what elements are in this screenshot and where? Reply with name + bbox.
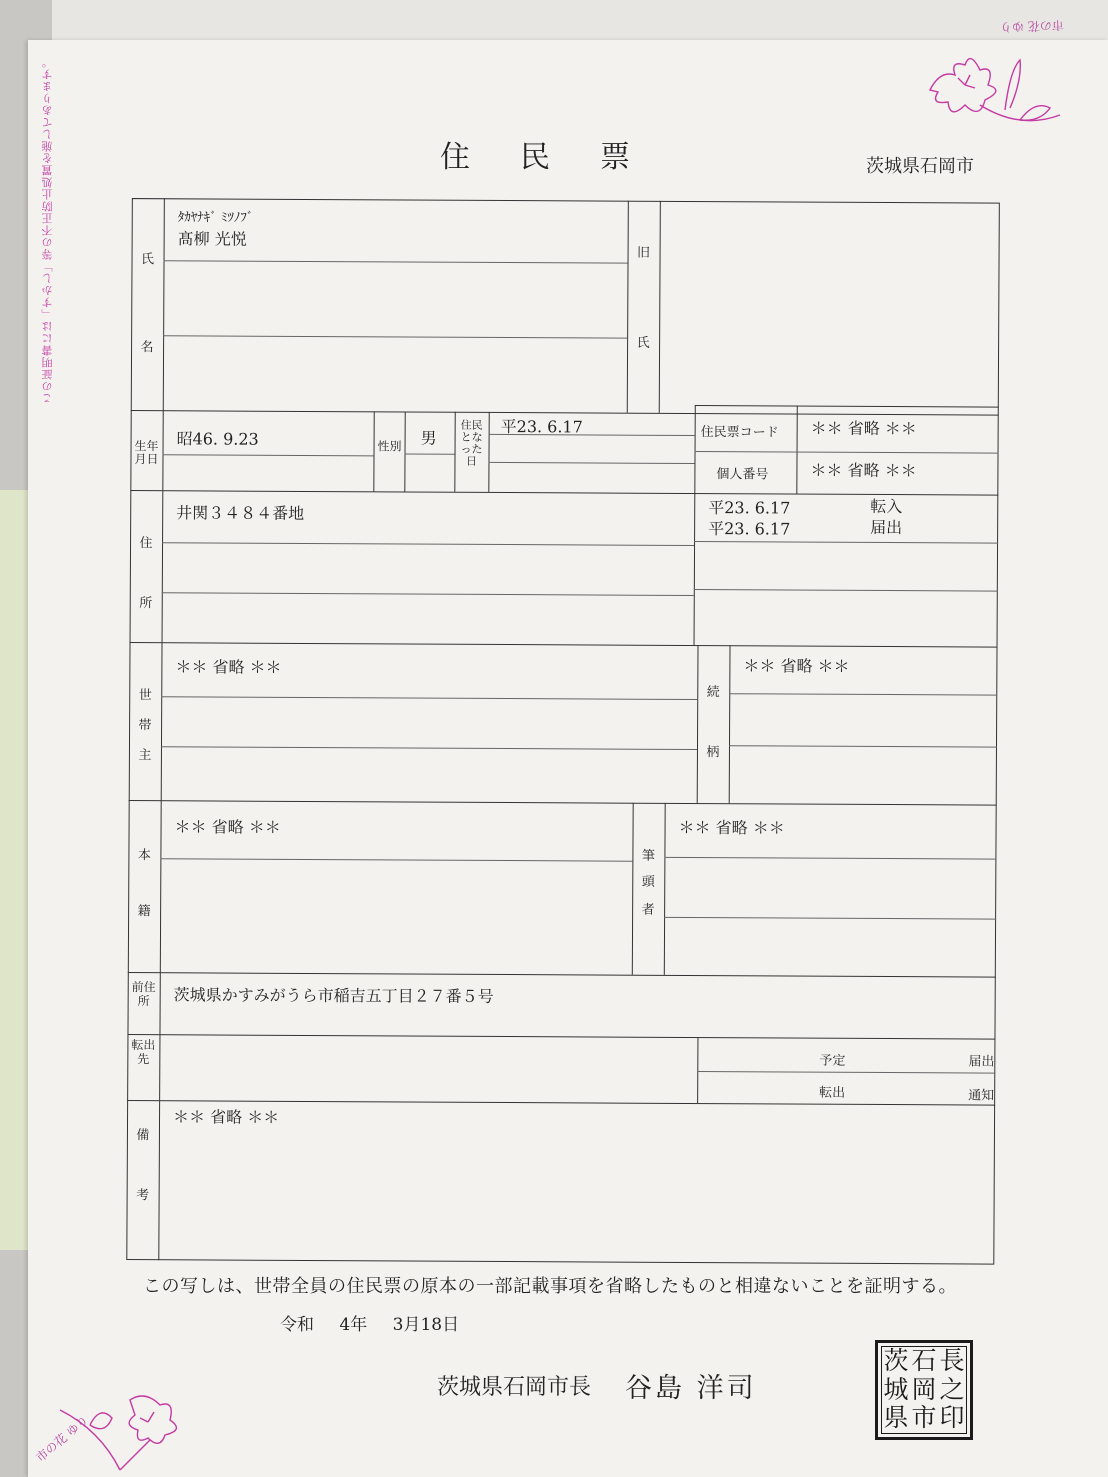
resident-since-label: 住民となった日 [460,418,483,469]
resident-code-value: ＊＊ 省略 ＊＊ [810,418,917,439]
previous-address-label: 前住所 [131,980,156,1009]
resident-record-form [114,170,1012,1265]
moving-out-notified: 届出 [968,1054,995,1070]
family-head-label: 頭 [641,874,655,890]
name-value: 髙柳 光悦 [177,229,247,249]
certification-statement: この写しは、世帯全員の住民票の原本の一部記載事項を省略したものと相違ないことを証明する。 [143,1276,957,1297]
remarks-label: 備 [136,1128,150,1144]
address-value: 井関３４８４番地 [176,503,305,523]
remarks-label: 考 [136,1188,150,1204]
moving-out-planned: 予定 [819,1053,846,1069]
domicile-label: 本 [137,848,151,864]
sex-value: 男 [420,428,437,448]
mayor-title: 茨城県石岡市長 [437,1375,592,1400]
sex-label: 性別 [377,439,402,454]
householder-label: 主 [138,748,152,764]
domicile-label: 籍 [137,904,151,920]
family-head-label: 者 [641,902,655,918]
my-number-label: 個人番号 [716,467,769,483]
document-title: 住民票 [440,140,680,175]
name-label: 名 [140,340,154,356]
issuer-city: 茨城県石岡市 [866,156,974,177]
seal-characters: 茨 石 長 城 岡 之 県 市 印 [881,1346,967,1434]
city-flower-label: 市の花 ゆり [999,17,1065,35]
issue-date: 令和 4年 3月18日 [280,1315,460,1335]
city-flower-label-bottom: 市の花 ゆり [33,1413,92,1465]
relationship-value: ＊＊ 省略 ＊＊ [743,656,850,676]
moving-out-label: 転出先 [131,1038,156,1067]
address-history-date: 平23. 6.17 [708,519,791,539]
name-furigana: ﾀｶﾔﾅｷﾞ ﾐﾂﾉﾌﾞ [177,210,254,226]
address-history-event: 転入 [870,496,903,517]
resident-since-value: 平23. 6.17 [500,416,583,437]
moving-out-notice: 通知 [968,1088,995,1104]
lily-watermark-icon [910,30,1070,150]
moving-out-moved: 転出 [819,1085,846,1101]
householder-label: 世 [138,688,152,704]
relationship-label: 柄 [706,745,720,761]
official-seal-stamp [875,1340,973,1440]
lily-watermark-icon [50,1390,200,1477]
mayor-name: 谷島 洋司 [625,1373,757,1404]
family-head-label: 筆 [641,848,655,864]
former-surname-label: 氏 [636,335,650,351]
remarks-value: ＊＊ 省略 ＊＊ [172,1107,280,1127]
relationship-label: 続 [706,685,720,701]
birth-label: 生年月日 [134,439,159,467]
domicile-value: ＊＊ 省略 ＊＊ [174,817,281,837]
my-number-value: ＊＊ 省略 ＊＊ [810,460,917,481]
address-history-event: 届出 [870,517,903,538]
former-surname-label: 旧 [637,245,651,261]
name-label: 氏 [140,252,155,268]
resident-code-label: 住民票コード [700,425,779,441]
householder-label: 帯 [138,718,152,734]
householder-value: ＊＊ 省略 ＊＊ [175,657,282,677]
address-history-date: 平23. 6.17 [708,498,791,518]
family-head-value: ＊＊ 省略 ＊＊ [678,817,785,838]
address-label: 住 [139,536,153,552]
security-notice: この証明書には「すかし」等の不正防止処置を施してあります。 [41,56,54,404]
address-label: 所 [139,596,153,612]
previous-address-value: 茨城県かすみがうら市稲吉五丁目２７番５号 [173,985,494,1006]
birth-value: 昭46. 9.23 [176,429,259,449]
